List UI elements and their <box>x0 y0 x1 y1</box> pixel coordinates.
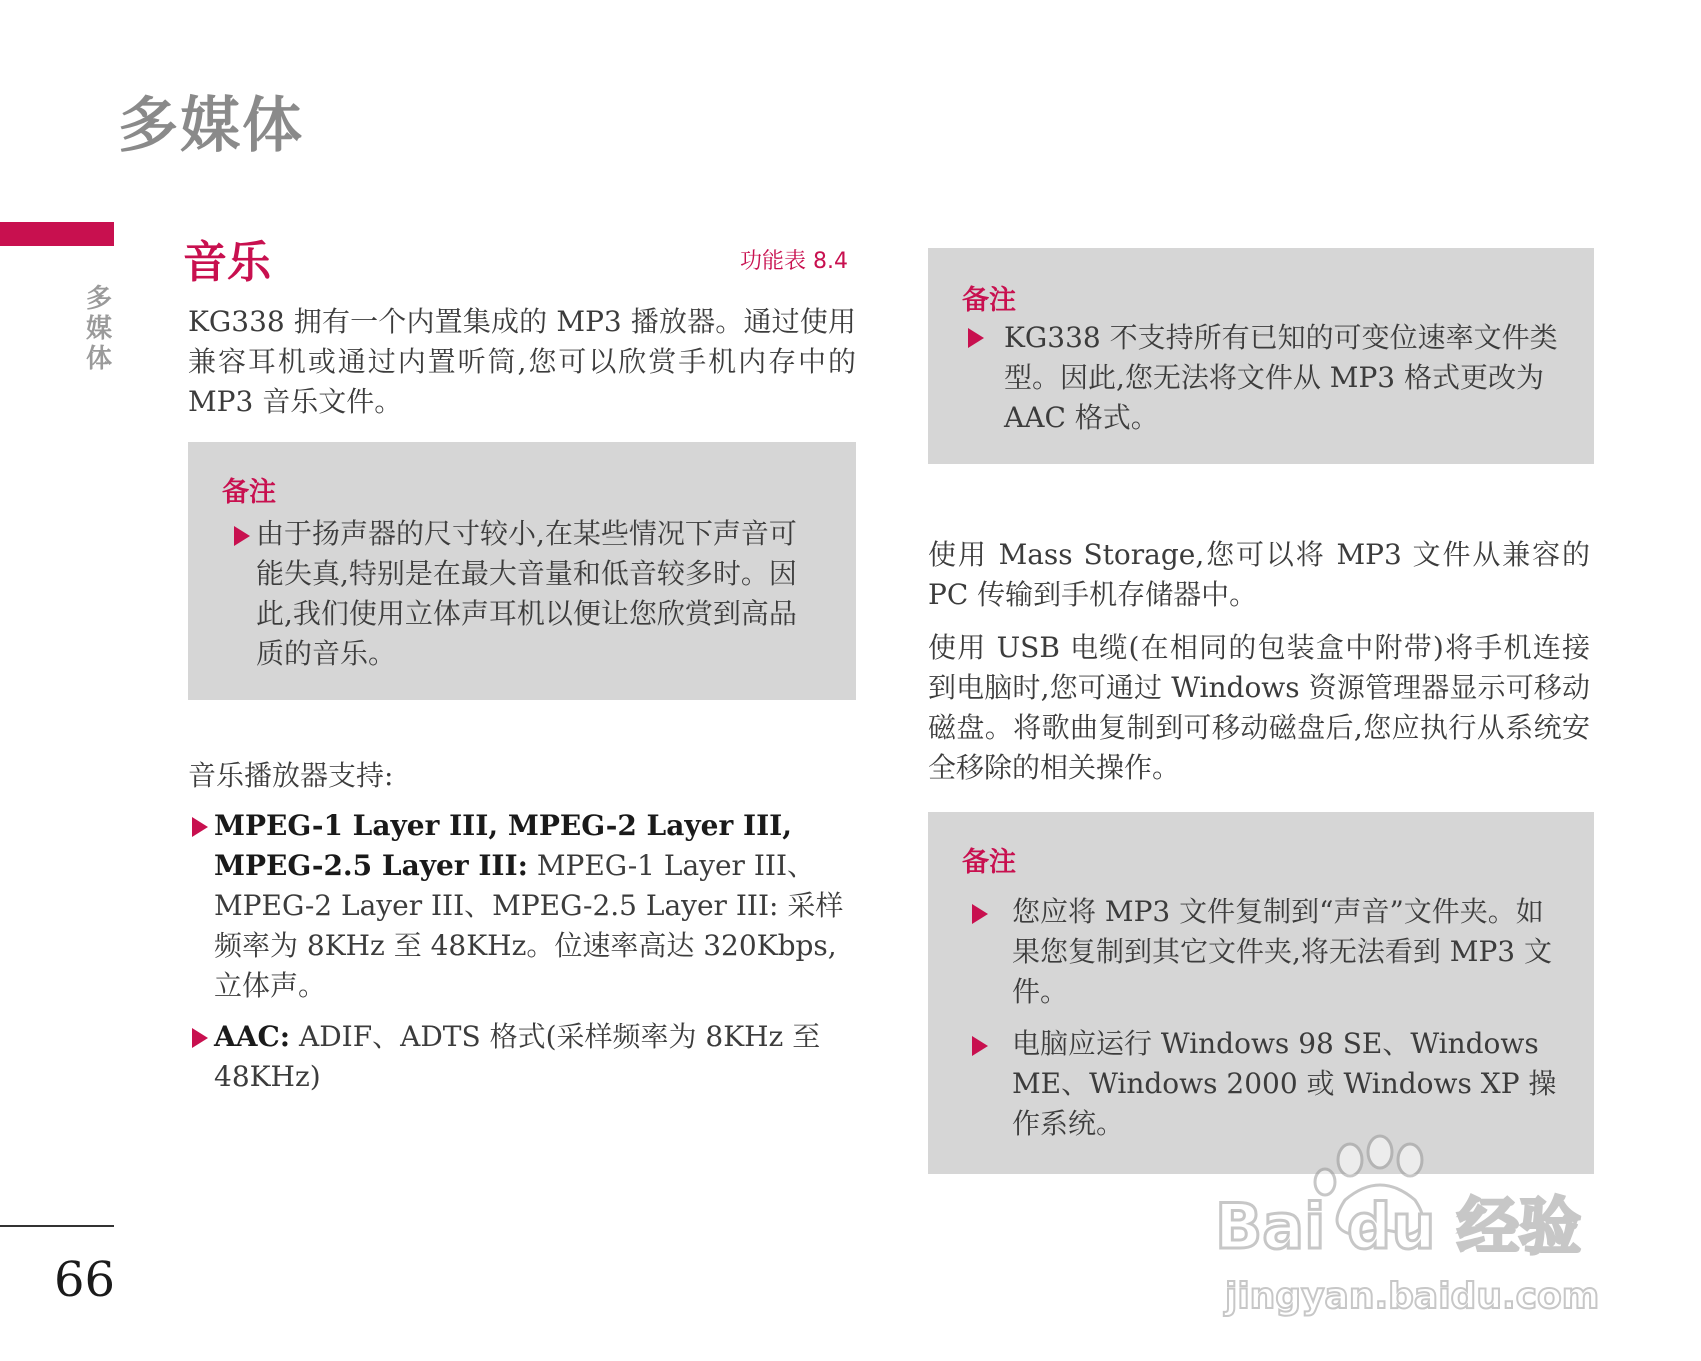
list-item-desc: ADIF、ADTS 格式(采样频率为 8KHz 至 48KHz) <box>214 1020 821 1093</box>
chapter-title: 多媒体 <box>118 91 304 161</box>
bullet-arrow-icon <box>192 817 208 837</box>
menu-reference: 功能表 8.4 <box>740 249 848 274</box>
mass-storage-paragraph-1: 使用 Mass Storage,您可以将 MP3 文件从兼容的 PC 传输到手机存储器中。 <box>928 538 1590 611</box>
note-text: 您应将 MP3 文件复制到“声音”文件夹。如果您复制到其它文件夹,将无法看到 MP3 文件。 <box>1012 895 1553 1008</box>
note-box-transfer <box>928 812 1594 1174</box>
bullet-arrow-icon <box>972 904 988 924</box>
note-heading: 备注 <box>962 285 1016 316</box>
side-chapter-label: 多媒体 <box>85 284 112 374</box>
list-item-aac <box>214 1017 852 1097</box>
note-heading: 备注 <box>222 477 276 508</box>
bullet-arrow-icon <box>192 1028 208 1048</box>
note-box-bitrate <box>928 248 1594 464</box>
bullet-arrow-icon <box>234 526 250 546</box>
list-item-mpeg <box>214 806 852 1006</box>
chapter-tab-marker <box>0 222 114 246</box>
note-box-speaker <box>188 442 856 700</box>
section-title: 音乐 <box>183 237 271 288</box>
mass-storage-paragraph-2: 使用 USB 电缆(在相同的包装盒中附带)将手机连接到电脑时,您可通过 Windows 资源管理器显示可移动磁盘。将歌曲复制到可移动磁盘后,您应执行从系统安全移除的相关操作。 <box>928 631 1590 784</box>
page-number: 66 <box>54 1252 116 1308</box>
watermark-brand: Bai du 经验 <box>1215 1190 1582 1263</box>
list-item-term: MPEG-1 Layer III, MPEG-2 Layer III, MPEG-2.5 Layer III: <box>214 809 793 882</box>
footer-rule <box>0 1225 114 1227</box>
list-item-term: AAC: <box>214 1020 291 1053</box>
watermark-url: jingyan.baidu.com <box>1225 1276 1600 1317</box>
bullet-arrow-icon <box>968 328 984 348</box>
note-text: KG338 不支持所有已知的可变位速率文件类型。因此,您无法将文件从 MP3 格式更改为 AAC 格式。 <box>1004 321 1558 434</box>
list-item-desc: MPEG-1 Layer III、MPEG-2 Layer III、MPEG-2.5 Layer III: 采样频率为 8KHz 至 48KHz。位速率高达 320Kbps,立体声。 <box>214 849 844 1002</box>
bullet-arrow-icon <box>972 1036 988 1056</box>
note-heading: 备注 <box>962 847 1016 878</box>
support-lead: 音乐播放器支持: <box>188 759 394 792</box>
note-text: 电脑应运行 Windows 98 SE、Windows ME、Windows 2000 或 Windows XP 操作系统。 <box>1012 1027 1557 1140</box>
baidu-watermark-logo <box>1205 1130 1625 1330</box>
intro-paragraph: KG338 拥有一个内置集成的 MP3 播放器。通过使用兼容耳机或通过内置听筒,您可以欣赏手机内存中的 MP3 音乐文件。 <box>188 305 856 418</box>
note-text: 由于扬声器的尺寸较小,在某些情况下声音可能失真,特别是在最大音量和低音较多时。因此,我们使用立体声耳机以便让您欣赏到高品质的音乐。 <box>256 517 797 670</box>
